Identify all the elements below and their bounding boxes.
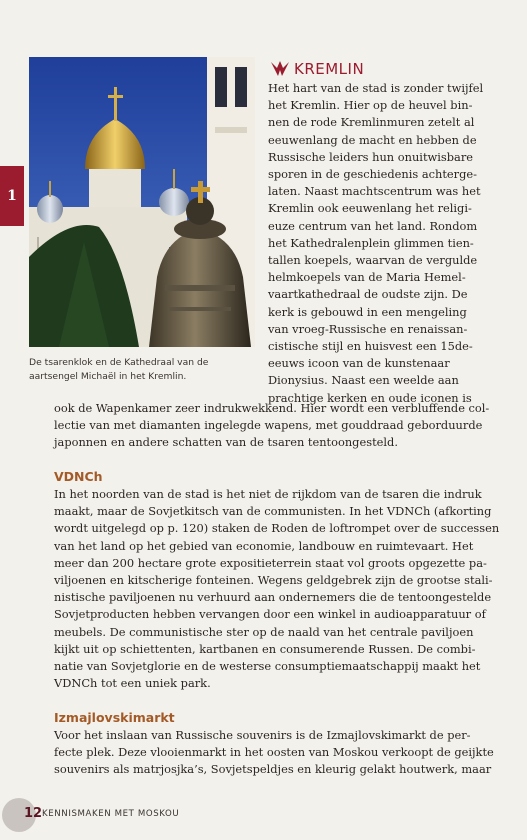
text-line: het Kremlin. Hier op de heuvel bin- — [268, 98, 473, 113]
text-line: Sovjetproducten hebben vervangen door een winkel in audioapparatuur of — [54, 607, 486, 622]
text-line: Het hart van de stad is zonder twijfel — [268, 81, 484, 95]
text-line: meubels. De communistische ster op de naald van het centrale paviljoen — [54, 624, 474, 639]
text-line: nen de rode Kremlinmuren zetelt al — [268, 115, 475, 130]
text-line: helmkoepels van de Maria Hemel- — [268, 270, 466, 285]
text-line: eeuws icoon van de kunstenaar — [268, 356, 450, 371]
page-number: 12 — [24, 806, 43, 821]
text-line: vaartkathedraal de oudste zijn. De — [268, 287, 468, 302]
vdnch-text — [54, 486, 499, 692]
text-line: cistische stijl en huisvest een 15de- — [268, 339, 473, 354]
photo-caption — [29, 356, 255, 384]
text-line: natie van Sovjetglorie en de westerse consumptiemaatschappij maakt het — [54, 659, 481, 674]
kremlin-text-column — [268, 80, 496, 407]
text-line: kijkt uit op schiettenten, kartbanen en consumerende Russen. De combi- — [54, 641, 476, 656]
caption-line: aartsengel Michaël in het Kremlin. — [29, 371, 187, 382]
text-line: viljoenen en kitscherige fonteinen. Wegens geldgebrek zijn de grootse stali- — [54, 573, 493, 588]
text-line: eeuwenlang de macht en hebben de — [268, 132, 477, 147]
kremlin-section-heading — [270, 58, 364, 80]
running-head: KENNISMAKEN MET MOSKOU — [42, 809, 180, 819]
text-line: nistische paviljoenen nu verhuurd aan ondernemers die de tentoongestelde — [54, 590, 492, 605]
text-line: japonnen en andere schatten van de tsaren tentoongesteld. — [54, 435, 398, 450]
text-line: prachtige kerken en oude iconen is — [268, 390, 472, 405]
text-line: het Kathedralenplein glimmen tien- — [268, 235, 474, 250]
text-line: van vroeg-Russische en renaissan- — [268, 321, 468, 336]
izmajlovskimarkt-heading: Izmajlovskimarkt — [54, 710, 175, 725]
tsar-bell-cathedral-image — [29, 57, 255, 347]
text-line: wordt uitgelegd op p. 120) staken de Roden de loftrompet over de successen — [54, 521, 500, 536]
text-line: Russische leiders hun onuitwisbare — [268, 149, 474, 164]
text-line: fecte plek. Deze vlooienmarkt in het oosten van Moskou verkoopt de geijkte — [54, 745, 494, 760]
vdnch-heading: VDNCh — [54, 469, 103, 484]
text-line: maakt, maar de Sovjetkitsch van de communisten. In het VDNCh (afkorting — [54, 504, 492, 519]
text-line: meer dan 200 hectare grote expositieterrein staat vol groots opgezette pa- — [54, 555, 487, 570]
text-line: ook de Wapenkamer zeer indrukwekkend. Hier wordt een verbluffende col- — [54, 401, 490, 415]
chapter-tab: 1 — [0, 166, 24, 226]
text-line: Dionysius. Naast een weelde aan — [268, 373, 459, 388]
text-line: sporen in de geschiedenis achterge- — [268, 167, 477, 182]
text-line: lectie van met diamanten ingelegde wapens, met gouddraad geborduurde — [54, 418, 483, 433]
kremlin-star-icon — [270, 59, 290, 79]
page-footer — [0, 798, 527, 828]
text-line: tallen koepels, waarvan de vergulde — [268, 253, 478, 268]
text-line: souvenirs als matrjosjka’s, Sovjetspeldjes en kleurig gelakt houtwerk, maar — [54, 762, 492, 777]
text-line: euze centrum van het land. Rondom — [268, 218, 478, 233]
text-line: Kremlin ook eeuwenlang het religi- — [268, 201, 472, 216]
text-line: Voor het inslaan van Russische souvenirs is de Izmajlovskimarkt de per- — [54, 728, 471, 742]
text-line: van het land op het gebied van economie, landbouw en ruimtevaart. Het — [54, 538, 474, 553]
text-line: kerk is gebouwd in een mengeling — [268, 304, 467, 319]
kremlin-photo — [29, 57, 255, 347]
text-line: In het noorden van de stad is het niet de rijkdom van de tsaren die indruk — [54, 487, 482, 501]
text-line: laten. Naast machtscentrum was het — [268, 184, 481, 199]
caption-line: De tsarenklok en de Kathedraal van de — [29, 357, 209, 368]
izmajlovskimarkt-text — [54, 727, 499, 779]
section-title: KREMLIN — [294, 60, 365, 78]
kremlin-text-continued — [54, 400, 499, 452]
text-line: VDNCh tot een uniek park. — [54, 676, 211, 691]
